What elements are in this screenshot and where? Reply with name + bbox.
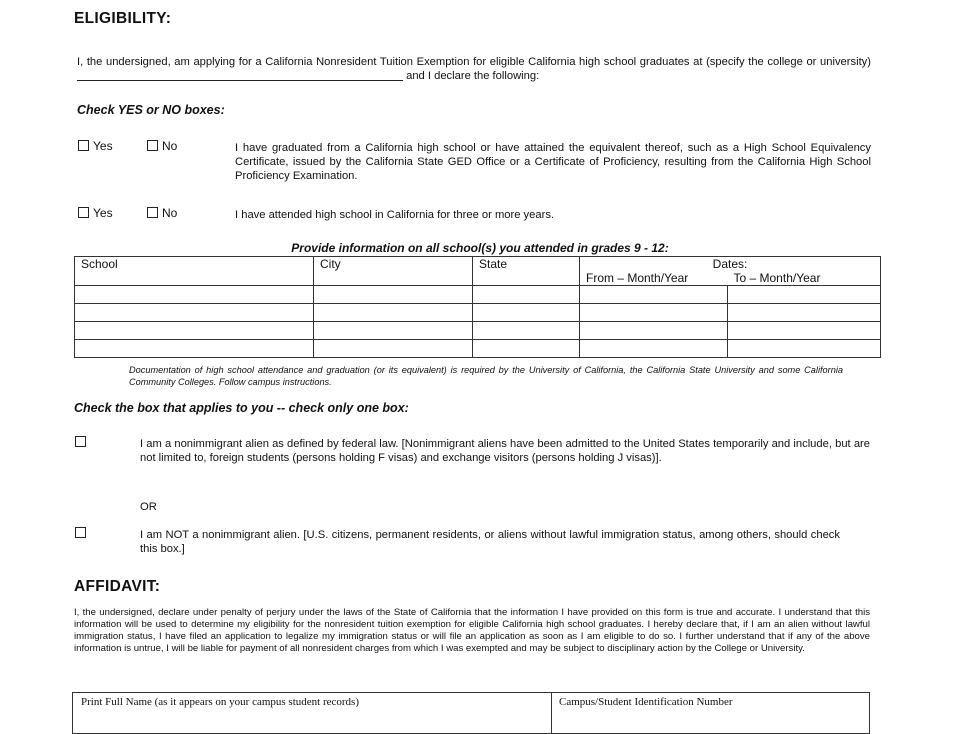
q2-yes-checkbox[interactable] (78, 207, 89, 218)
col-school-header: School (75, 257, 314, 286)
from-cell[interactable] (580, 340, 728, 358)
q1-no-label: No (162, 139, 178, 153)
state-cell[interactable] (473, 340, 580, 358)
from-cell[interactable] (580, 304, 728, 322)
eligibility-heading: ELIGIBILITY: (74, 10, 172, 27)
documentation-note: Documentation of high school attendance and graduation (or its equivalent) is required by the University of California, the California State University and some California Community Colleges. Follow campus instructions. (129, 365, 843, 387)
school-cell[interactable] (75, 340, 314, 358)
q2-yes-label: Yes (93, 206, 113, 220)
city-cell[interactable] (314, 304, 473, 322)
schools-header-row (75, 257, 881, 272)
table-row (75, 286, 881, 304)
q1-yes-option[interactable] (78, 139, 113, 153)
affidavit-text: I, the undersigned, declare under penalty of perjury under the laws of the State of California that the information I have provided on this form is true and accurate. I understand that this information will be used to determine my eligibility for the nonresident tuition exemption for eligible California high school graduates. I hereby declare that, if I am an alien without lawful immigration status, I have filed an application to legalize my immigration status or will file an application as soon as I am eligible to do so. I further understand that if any of the above information is untrue, I will be liable for payment of all nonresident charges from which I was exempted and may be subject to disciplinary action by the College or University. (74, 607, 870, 654)
schools-table (74, 256, 881, 358)
city-cell[interactable] (314, 286, 473, 304)
col-from-header: From – Month/Year (580, 271, 728, 286)
to-cell[interactable] (728, 340, 881, 358)
signature-fields-box (72, 692, 870, 734)
school-cell[interactable] (75, 322, 314, 340)
table-row (75, 322, 881, 340)
check-yes-no-heading: Check YES or NO boxes: (77, 103, 225, 117)
state-cell[interactable] (473, 286, 580, 304)
schools-heading: Provide information on all school(s) you attended in grades 9 - 12: (291, 241, 669, 255)
col-to-header: To – Month/Year (728, 271, 881, 286)
not-nonimmigrant-checkbox[interactable] (75, 527, 86, 538)
q2-no-option[interactable] (147, 206, 177, 220)
school-cell[interactable] (75, 286, 314, 304)
col-city-header: City (314, 257, 473, 286)
eligibility-intro-text-end: and I declare the following: (406, 70, 540, 82)
eligibility-intro-text: I, the undersigned, am applying for a California Nonresident Tuition Exemption for eligible California high school graduates at (specify the college or university) (77, 56, 871, 68)
q2-no-checkbox[interactable] (147, 207, 158, 218)
field-divider (551, 693, 552, 733)
col-dates-header: Dates: (580, 257, 881, 272)
q1-yes-checkbox[interactable] (78, 140, 89, 151)
state-cell[interactable] (473, 304, 580, 322)
table-row (75, 304, 881, 322)
not-nonimmigrant-option-text: I am NOT a nonimmigrant alien. [U.S. citizens, permanent residents, or aliens without lawful immigration status, among others, should check this box.] (140, 529, 840, 555)
affidavit-heading: AFFIDAVIT: (74, 578, 161, 595)
q1-yes-label: Yes (93, 139, 113, 153)
status-heading: Check the box that applies to you -- check only one box: (74, 401, 409, 415)
full-name-field[interactable] (81, 695, 541, 725)
q1-no-option[interactable] (147, 139, 177, 153)
school-cell[interactable] (75, 304, 314, 322)
college-name-field[interactable] (77, 69, 403, 81)
table-row (75, 340, 881, 358)
city-cell[interactable] (314, 322, 473, 340)
full-name-label: Print Full Name (as it appears on your campus student records) (81, 696, 359, 708)
q2-text: I have attended high school in California for three or more years. (235, 209, 555, 221)
student-id-label: Campus/Student Identification Number (559, 696, 733, 708)
to-cell[interactable] (728, 322, 881, 340)
student-id-field[interactable] (559, 695, 859, 725)
q2-no-label: No (162, 206, 178, 220)
nonimmigrant-checkbox[interactable] (75, 436, 86, 447)
to-cell[interactable] (728, 304, 881, 322)
q1-no-checkbox[interactable] (147, 140, 158, 151)
to-cell[interactable] (728, 286, 881, 304)
city-cell[interactable] (314, 340, 473, 358)
nonimmigrant-option-text: I am a nonimmigrant alien as defined by federal law. [Nonimmigrant aliens have been admitted to the United States temporarily and include, but are not limited to, foreign students (persons holding F visas) and exchange visitors (persons holding J visas)]. (140, 438, 870, 464)
from-cell[interactable] (580, 286, 728, 304)
col-state-header: State (473, 257, 580, 286)
state-cell[interactable] (473, 322, 580, 340)
from-cell[interactable] (580, 322, 728, 340)
q1-text: I have graduated from a California high school or have attained the equivalent thereof, such as a High School Equivalency Certificate, issued by the California State GED Office or a Certificate of Proficiency, resulting from the California High School Proficiency Examination. (235, 142, 871, 182)
eligibility-intro (77, 55, 871, 83)
or-label: OR (140, 501, 157, 513)
q2-yes-option[interactable] (78, 206, 113, 220)
